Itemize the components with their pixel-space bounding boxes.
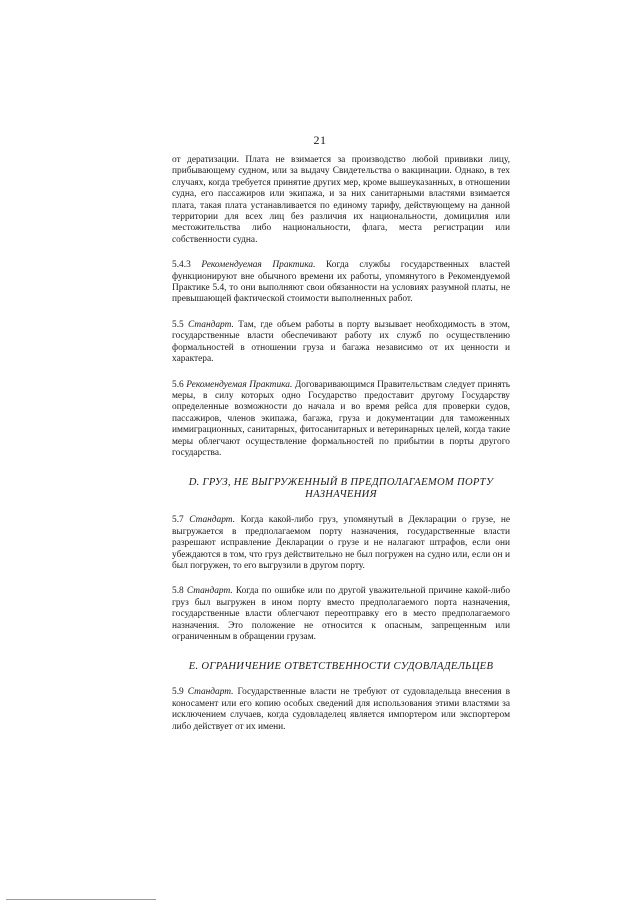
paragraph-text: Договаривающимся Правительствам следует принять меры, в силу которых одно Государство предоставит другому Государству определенные возможности до начала и во время рейса для проверки судов, пассажиров, членов экипажа, багажа, груза и документации для таможенных иммиграционных, санитарных, фитосанитарных и ветеринарных целей, когда такие меры облегчают осуществление формальностей по прибытии в порты другого государства.	[172, 379, 511, 458]
paragraph-5-6	[172, 380, 510, 460]
section-heading-d: D. ГРУЗ, НЕ ВЫГРУЖЕННЫЙ В ПРЕДПОЛАГАЕМОМ ПОРТУ НАЗНАЧЕНИЯ	[188, 477, 494, 501]
paragraph-5-7	[172, 515, 510, 572]
section-heading-e: E. ОГРАНИЧЕНИЕ ОТВЕТСТВЕННОСТИ СУДОВЛАДЕЛЬЦЕВ	[188, 661, 494, 673]
paragraph-number: 5.4.3	[172, 260, 191, 271]
paragraph-5-8	[172, 586, 510, 643]
paragraph-number: 5.9	[172, 687, 184, 698]
paragraph-kind: Рекомендуемая Практика.	[201, 260, 316, 271]
paragraph-text: Когда по ошибке или по другой уважительной причине какой-либо груз был выгружен в ином порту вместо предполагаемого порта назначения, государственные власти облегчают переотправку его в место предполагаемого назначения. Это положение не относится к опасным, запрещенным или ограниченным в обращении грузам.	[172, 586, 511, 642]
paragraph-kind: Стандарт.	[187, 687, 234, 698]
paragraph-5-4-3	[172, 260, 510, 306]
paragraph-text: Там, где объем работы в порту вызывает необходимость в этом, государственные власти обеспечивают работу их служб по осуществлению формальностей в отношении груза и багажа независимо от их ценности и характера.	[172, 319, 510, 365]
paragraph-number: 5.6	[172, 379, 184, 390]
paragraph-kind: Стандарт.	[189, 515, 236, 526]
paragraph-text: от дератизации. Плата не взимается за производство любой прививки лицу, прибывающему судном, или за выдачу Свидетельства о вакцинации. Однако, в тех случаях, когда требуется принятие других мер, кроме вышеуказанных, в отношении судна, его пассажиров или экипажа, и за них санитарными властями взимается плата, такая плата устанавливается по единому тарифу, действующему на данной территории для всех лиц без различия их национальности, домицилия или местожительства либо национальности, флага, места регистрации или собственности судна.	[172, 155, 510, 245]
paragraph-text: Государственные власти не требуют от судовладельца внесения в коносамент или его копию особых сведений для использования этими властями за исключением случаев, когда судовладелец является импортером или экспортером либо действует от их имени.	[172, 687, 511, 732]
paragraph-continued	[172, 155, 510, 246]
page-number: 21	[313, 133, 327, 147]
paragraph-kind: Стандарт.	[188, 319, 234, 330]
paragraph-number: 5.7	[172, 515, 184, 526]
paragraph-number: 5.5	[172, 319, 184, 330]
paragraph-number: 5.8	[172, 586, 184, 597]
paragraph-5-5	[172, 320, 510, 366]
paragraph-kind: Стандарт.	[186, 586, 233, 597]
paragraph-text: Когда какой-либо груз, упомянутый в Декларации о грузе, не выгружается в предполагаемом порту назначения, государственные власти разрешают исправление Декларации о грузе и не налагают штрафов, если они убеждаются в том, что груз действительно не был погружен на судно или, если он и был погружен, то его выгрузили в другом порту.	[172, 515, 511, 571]
paragraph-kind: Рекомендуемая Практика.	[186, 379, 293, 390]
paragraph-5-9	[172, 687, 510, 733]
paragraph-text: Когда службы государственных властей функционируют вне обычного времени их работы, упомянутого в Рекомендуемой Практике 5.4, то они выполняют свои обязанности на условиях разумной платы, не превышающей фактической стоимости выполненных работ.	[172, 260, 511, 305]
document-body	[172, 155, 510, 747]
scan-edge-line	[6, 899, 156, 900]
